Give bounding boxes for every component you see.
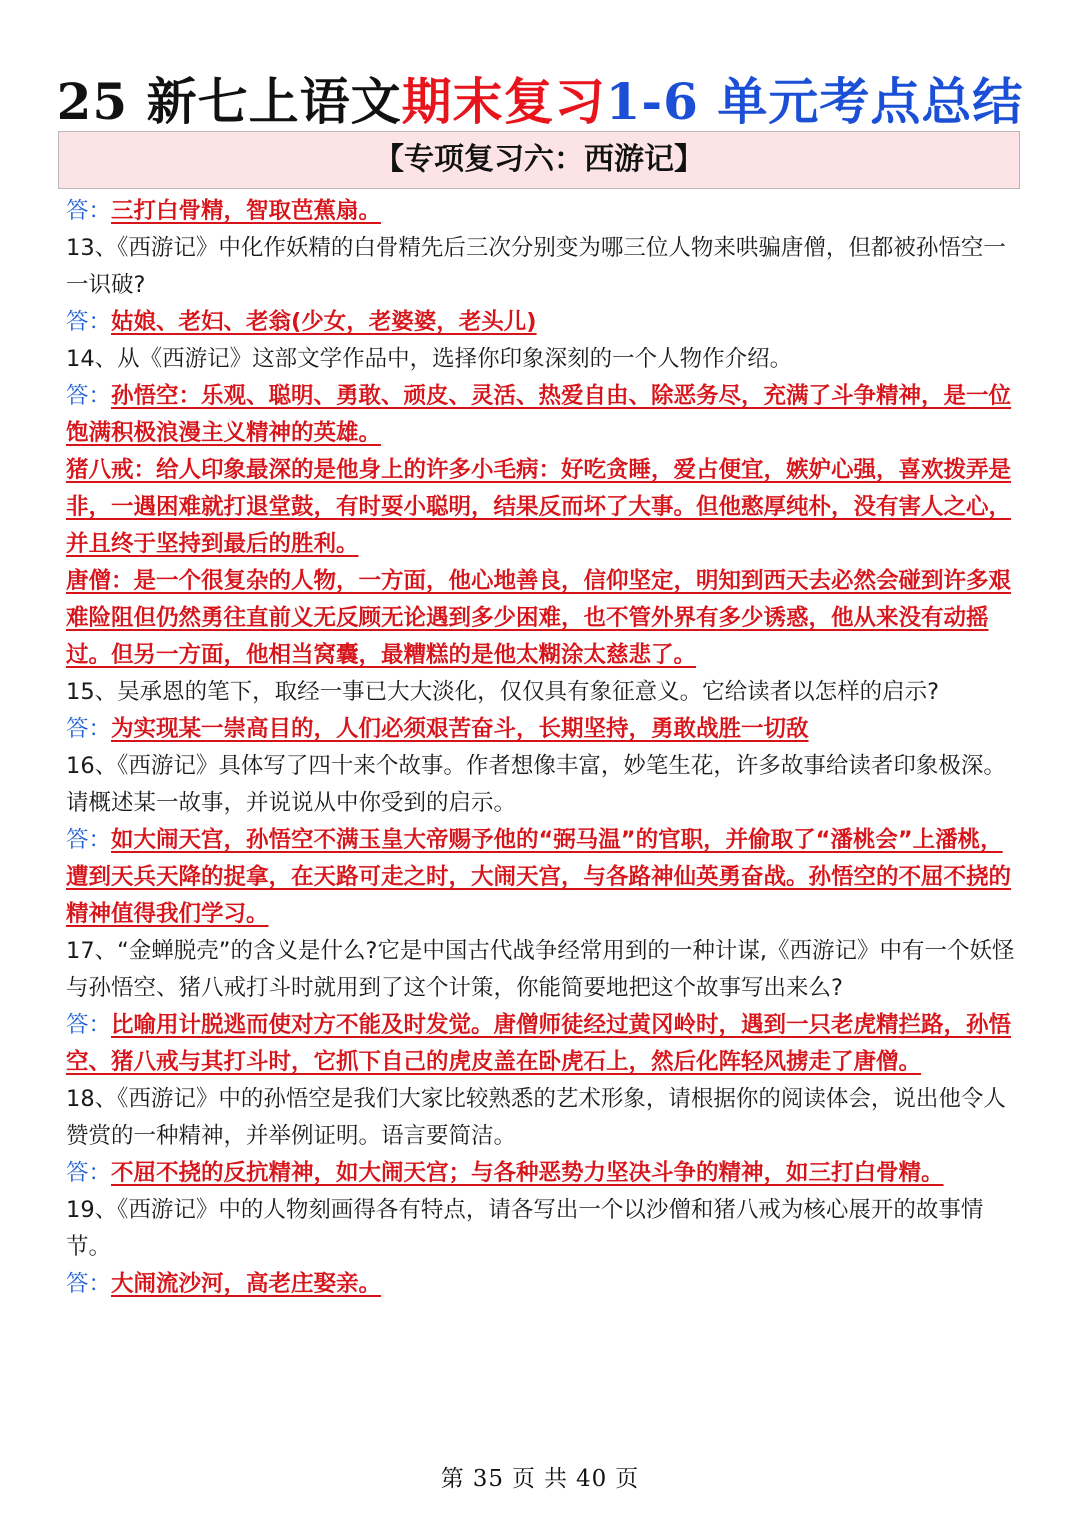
answer-label: 答： — [66, 1012, 112, 1038]
answer-label: 答： — [66, 1160, 112, 1186]
question-16: 16、《西游记》具体写了四十来个故事。作者想像丰富，妙笔生花，许多故事给读者印象极深。请概述某一故事，并说说从中你受到的启示。 — [66, 753, 1006, 816]
answer-label: 答： — [66, 198, 112, 224]
qa-content — [66, 193, 1018, 1303]
answer-line — [66, 1266, 1018, 1303]
answer-line — [66, 193, 1018, 230]
title-part-2: 期末复习 — [401, 72, 606, 131]
answer-text: 比喻用计脱逃而使对方不能及时发觉。唐僧师徒经过黄冈岭时，遇到一只老虎精拦路，孙悟空、猪八戒与其打斗时，它抓下自己的虎皮盖在卧虎石上，然后化阵轻风掳走了唐僧。 — [66, 1012, 1012, 1075]
answer-label: 答： — [66, 383, 112, 409]
answer-text: 大闹流沙河，高老庄娶亲。 — [111, 1271, 382, 1297]
footer-label-unit2: 页 — [615, 1466, 640, 1492]
answer-line — [66, 1007, 1018, 1081]
page-number: 35 — [472, 1466, 504, 1492]
answer-line — [66, 1155, 1018, 1192]
answer-text: 为实现某一崇高目的，人们必须艰苦奋斗，长期坚持，勇敢战胜一切敌 — [111, 716, 809, 742]
answer-line — [66, 378, 1018, 452]
page-footer — [0, 1460, 1080, 1493]
question-15: 15、吴承恩的笔下，取经一事已大大淡化，仅仅具有象征意义。它给读者以怎样的启示? — [66, 679, 940, 705]
answer-text: 猪八戒：给人印象最深的是他身上的许多小毛病：好吃贪睡，爱占便宜，嫉妒心强，喜欢拨弄是非，一遇困难就打退堂鼓，有时耍小聪明，结果反而坏了大事。但他憨厚纯朴，没有害人之心，并且终于坚持到最后的胜利。 — [66, 457, 1012, 557]
footer-label-unit: 页 — [512, 1466, 536, 1492]
answer-line — [66, 304, 1018, 341]
answer-line — [66, 563, 1018, 674]
title-part-3: 1-6 单元考点总结 — [605, 72, 1024, 131]
answer-label: 答： — [66, 716, 112, 742]
answer-label: 答： — [66, 1271, 112, 1297]
answer-text: 三打白骨精，智取芭蕉扇。 — [111, 198, 382, 224]
question-19: 19、《西游记》中的人物刻画得各有特点，请各写出一个以沙僧和猪八戒为核心展开的故事情节。 — [66, 1197, 984, 1260]
answer-text: 不屈不挠的反抗精神，如大闹天宫；与各种恶势力坚决斗争的精神，如三打白骨精。 — [111, 1160, 944, 1186]
answer-text: 唐僧：是一个很复杂的人物，一方面，他心地善良，信仰坚定，明知到西天去必然会碰到许多艰难险阻但仍然勇往直前义无反顾无论遇到多少困难，也不管外界有多少诱惑，他从来没有动摇过。但另一方面，他相当窝囊，最糟糕的是他太糊涂太慈悲了。 — [66, 568, 1012, 668]
answer-text: 姑娘、老妇、老翁(少女，老婆婆，老头儿) — [111, 309, 537, 335]
section-banner: 【专项复习六：西游记】 — [58, 131, 1020, 189]
answer-label: 答： — [66, 309, 112, 335]
question-17: 17、“金蝉脱壳”的含义是什么?它是中国古代战争经常用到的一种计谋,《西游记》中有一个妖怪与孙悟空、猪八戒打斗时就用到了这个计策，你能简要地把这个故事写出来么? — [66, 938, 1015, 1001]
footer-label-page: 第 — [440, 1466, 465, 1492]
answer-text: 孙悟空：乐观、聪明、勇敢、顽皮、灵活、热爱自由、除恶务尽，充满了斗争精神，是一位饱满积极浪漫主义精神的英雄。 — [66, 383, 1012, 446]
answer-line — [66, 452, 1018, 563]
question-14: 14、从《西游记》这部文学作品中，选择你印象深刻的一个人物作介绍。 — [66, 346, 793, 372]
question-13: 13、《西游记》中化作妖精的白骨精先后三次分别变为哪三位人物来哄骗唐僧，但都被孙悟空一一识破? — [66, 235, 1006, 298]
total-pages: 40 — [576, 1466, 608, 1492]
question-18: 18、《西游记》中的孙悟空是我们大家比较熟悉的艺术形象，请根据你的阅读体会，说出他令人赞赏的一种精神，并举例证明。语言要简洁。 — [66, 1086, 1006, 1149]
answer-line — [66, 822, 1018, 933]
footer-label-total: 共 — [544, 1466, 568, 1492]
answer-text: 如大闹天宫，孙悟空不满玉皇大帝赐予他的“弼马温”的官职，并偷取了“潘桃会”上潘桃，遭到天兵天降的捉拿，在天路可走之时，大闹天宫，与各路神仙英勇奋战。孙悟空的不屈不挠的精神值得我们学习。 — [66, 827, 1012, 927]
title-part-1: 25 新七上语文 — [56, 72, 402, 131]
answer-label: 答： — [66, 827, 112, 853]
answer-line — [66, 711, 1018, 748]
document-title — [0, 70, 1080, 134]
